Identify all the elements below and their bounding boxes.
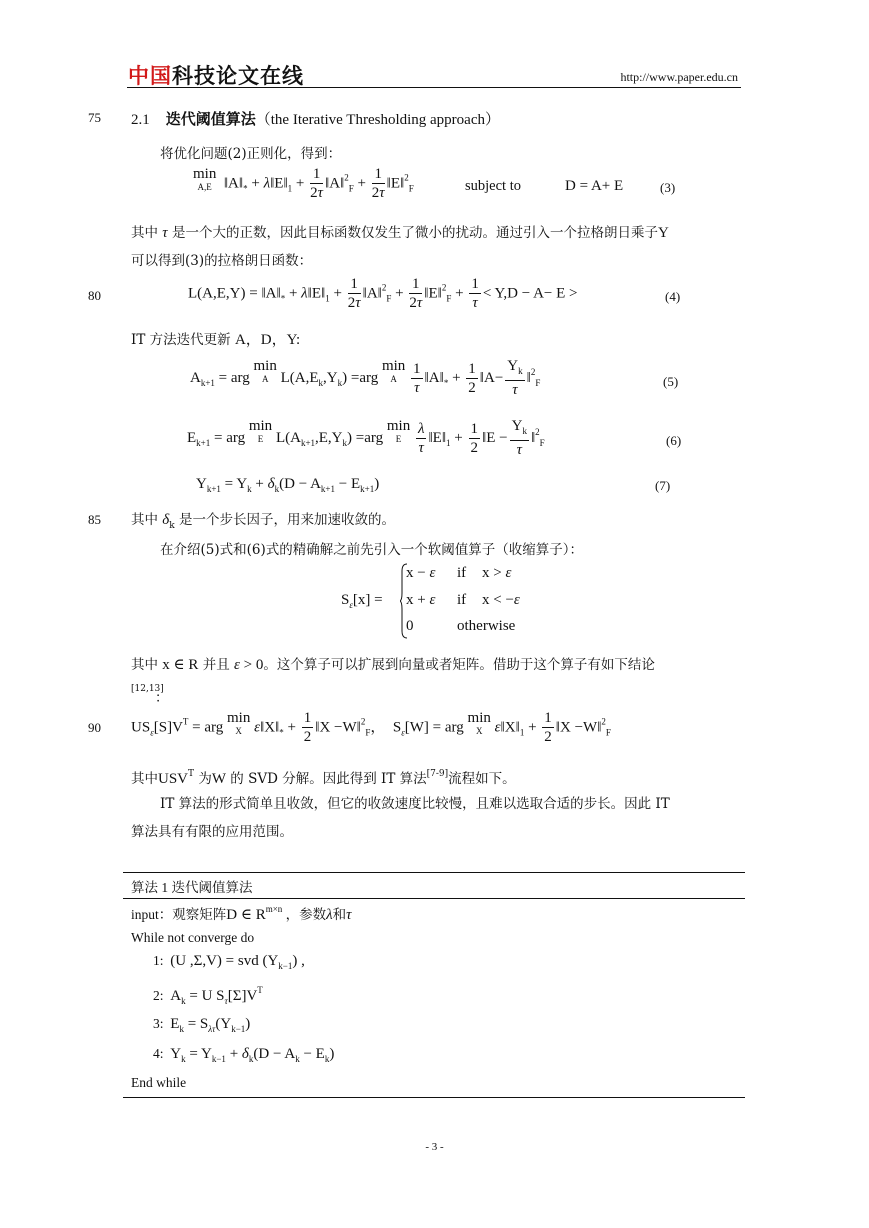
equation-number: (5)	[663, 374, 679, 389]
algorithm-step-4: 4: $Y_k = Y_{k-1} + \delta_k(D - A_k - E_k)$	[153, 1046, 335, 1064]
case-1-cond: x > ε	[482, 565, 512, 581]
subject-to-text: subject to	[465, 178, 521, 194]
paragraph: 其中 τ 是一个大的正数，因此目标函数仅发生了微小的扰动。通过引入一个拉格朗日乘子Y	[131, 225, 669, 241]
algorithm-top-rule	[123, 872, 745, 873]
line-number: 80	[88, 288, 101, 303]
equation-number: (3)	[660, 180, 676, 195]
header-rule	[127, 87, 741, 88]
paragraph: 其中$USV^T$ 为W 的 SVD 分解。因此得到 IT 算法[7-9]流程如下。	[131, 769, 516, 787]
paragraph: 可以得到(3)的拉格朗日函数：	[131, 253, 313, 269]
paragraph: IT 方法迭代更新 A，D，Y:	[131, 332, 301, 348]
case-2-cond: x < −ε	[482, 592, 520, 608]
algorithm-title: 算法 1 迭代阈值算法	[131, 880, 253, 895]
equation-5: $A_{k+1}$ = arg min A $L(A,E_k,Y_k) =arg$ min A $\frac{1}{\tau}$ $‖A‖_*$ + $\frac{1}{2}$ ‖A− $\frac{Y_k}{\tau}$ ‖$^2_F$	[190, 358, 541, 398]
page-number: - 3 -	[425, 1141, 444, 1153]
equation-number: (4)	[665, 289, 681, 304]
section-number: 2.1	[131, 112, 150, 128]
journal-logo: 中国科技论文在线	[128, 64, 304, 88]
algorithm-mid-rule	[123, 898, 745, 899]
colon: ：	[155, 690, 169, 706]
header-url: http://www.paper.edu.cn	[620, 70, 738, 84]
paragraph: IT 算法的形式简单且收敛，但它的收敛速度比较慢，且难以选取合适的步长。因此 IT	[160, 796, 670, 812]
svd-threshold-equations: $US_\varepsilon[S]V^T$ = arg min X $\varepsilon‖X‖_*$ + $\frac{1}{2}$ ‖X −W‖$^2_F$， $S_\varepsilon[W]$ = arg min X $\varepsilon‖X‖_1$ + $\frac{1}{2}$ ‖X −W‖$^2_F$	[131, 710, 611, 745]
algorithm-bottom-rule	[123, 1097, 745, 1098]
case-3-otherwise: otherwise	[457, 618, 516, 634]
case-1-value: x − ε	[406, 565, 436, 581]
equation-number: (6)	[666, 433, 682, 448]
paragraph: 在介绍(5)式和(6)式的精确解之前先引入一个软阈值算子（收缩算子）：	[160, 542, 583, 558]
algorithm-while: While not converge do	[131, 930, 255, 945]
equation-3: min A,E $‖A‖_*$ + $\lambda‖E‖_1$ + $\frac{1}{2\tau}$ ‖A‖$^2_F$ + $\frac{1}{2\tau}$ ‖E‖$^2_F$	[193, 166, 414, 201]
algorithm-step-3: 3: $E_k = S_{\lambda\tau}(Y_{k-1})$	[153, 1016, 251, 1034]
citation: [12,13]	[131, 684, 164, 694]
equation-number: (7)	[655, 478, 671, 493]
paragraph: 其中 x ∈ R 并且 ε > 0。这个算子可以扩展到向量或者矩阵。借助于这个算子有如下结论	[131, 657, 655, 673]
algorithm-step-2: 2: $A_k = U$ $S_\tau[\Sigma]V^T$	[153, 985, 263, 1006]
line-number: 75	[88, 110, 101, 125]
paragraph: 算法具有有限的应用范围。	[131, 824, 293, 840]
equation-4: $L(A,E,Y) = ‖A‖_*$ + $\lambda‖E‖_1$ + $\frac{1}{2\tau}$ ‖A‖$^2_F$ + $\frac{1}{2\tau}$ ‖E‖$^2_F$ + $\frac{1}{\tau}$ < Y,D − A− E >	[188, 276, 578, 311]
line-number: 85	[88, 512, 101, 527]
paragraph: 将优化问题(2)正则化，得到：	[160, 146, 342, 162]
algorithm-step-1: 1: (U ,Σ,V) = svd $(Y_{k-1})$ ,	[153, 953, 305, 971]
equation-7: $Y_{k+1} = Y_k + \delta_k(D - A_{k+1} - E_{k+1})$	[196, 476, 380, 494]
case-3-value: 0	[406, 618, 414, 634]
case-2-if: if	[457, 592, 467, 608]
line-number: 90	[88, 720, 101, 735]
soft-threshold-lhs: $S_\varepsilon[x]$ =	[341, 592, 383, 610]
section-heading	[131, 108, 500, 129]
section-title-en: （the Iterative Thresholding approach）	[255, 112, 500, 128]
equation-3-constraint: D = A+ E	[565, 178, 624, 194]
case-2-value: x + ε	[406, 592, 436, 608]
algorithm-end: End while	[131, 1075, 187, 1090]
section-title-cn: 迭代阈值算法	[165, 110, 256, 128]
paragraph: 其中 $\delta_k$ 是一个步长因子，用来加速收敛的。	[131, 512, 396, 531]
case-1-if: if	[457, 565, 467, 581]
equation-6: $E_{k+1}$ = arg min E $L(A_{k+1},E,Y_k) =arg$ min E $\frac{\lambda}{\tau}$ $‖E‖_1$ + $\frac{1}{2}$ ‖E − $\frac{Y_k}{\tau}$ ‖$^2_F$	[187, 418, 545, 458]
algorithm-input: input：观察矩阵D ∈ $R^{m\times n}$ ，参数λ和τ	[131, 904, 352, 923]
